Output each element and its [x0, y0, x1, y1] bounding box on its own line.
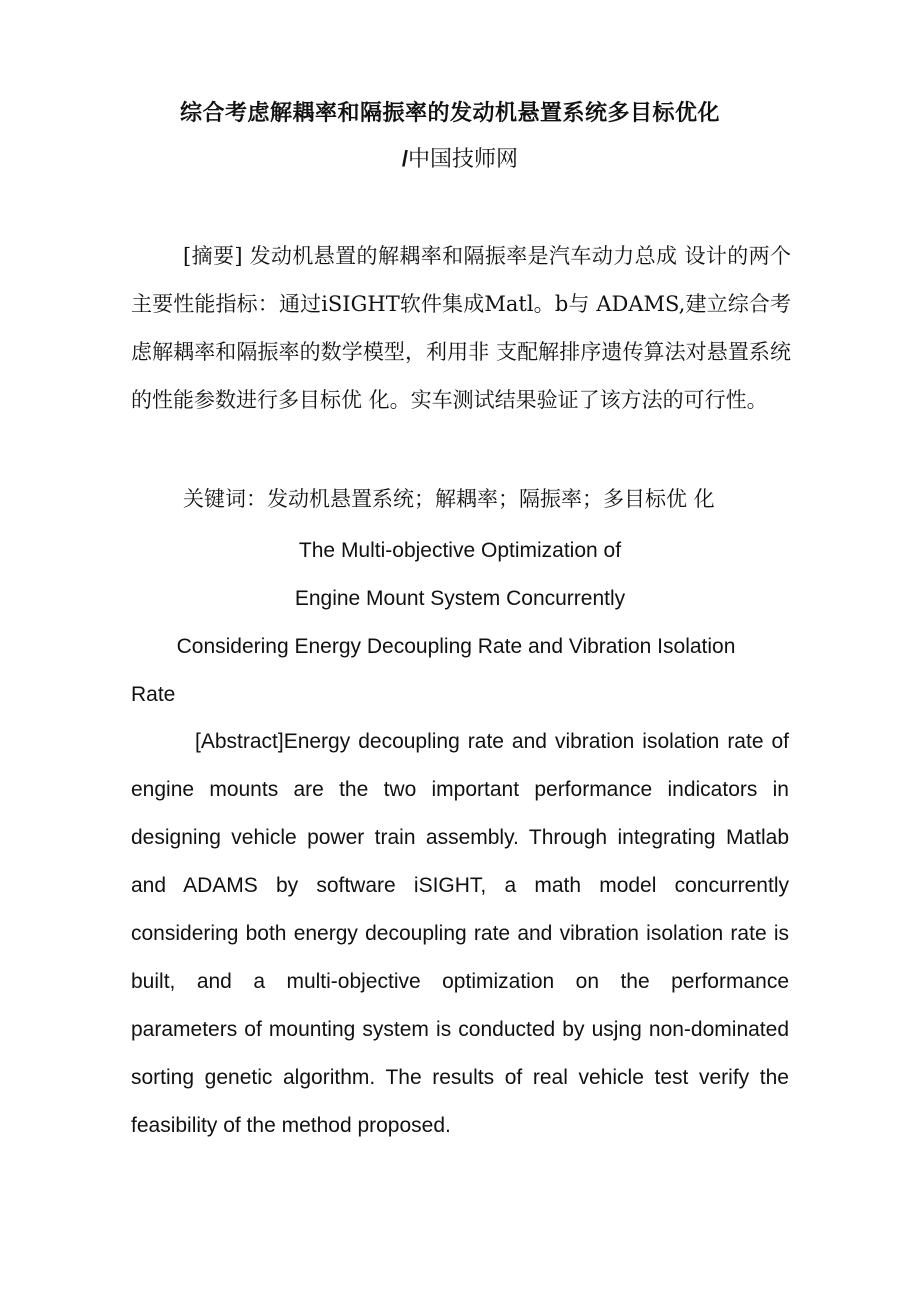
source-line [0, 142, 920, 176]
source-name: 中国技师网 [408, 146, 519, 171]
chinese-title: 综合考虑解耦率和隔振率的发动机悬置系统多目标优化 [179, 100, 720, 125]
english-title-line-2: Engine Mount System Concurrently [294, 587, 626, 610]
chinese-keywords: 关键词：发动机悬置系统；解耦率；隔振率；多目标优 化 [183, 487, 715, 511]
chinese-abstract: [摘要] 发动机悬置的解耦率和隔振率是汽车动力总成 设计的两个主要性能指标：通过iSIGHT软件集成Matl。b与 ADAMS,建立综合考虑解耦率和隔振率的数学模型，利用非 支配解排序遗传算法对悬置系统的性能参数进行多目标优 化。实车测试结果验证了该方法的可行性。 [131, 244, 791, 412]
english-title-line-1: The Multi-objective Optimization of [298, 539, 622, 562]
english-title-line-3: Considering Energy Decoupling Rate and Vibration Isolation [176, 635, 736, 658]
english-title-line-4: Rate [131, 683, 176, 706]
source-slash: / [401, 146, 409, 171]
english-abstract: [Abstract]Energy decoupling rate and vibration isolation rate of engine mounts are the two important performance indicators in designing vehicle power train assembly. Through integrating Matlab and ADAMS by software iSIGHT, a math model concurrently considering both energy decoupling rate and vibration isolation rate is built, and a multi-objective optimization on the performance parameters of mounting system is conducted by usjng non-dominated sorting genetic algorithm. The results of real vehicle test verify the feasibility of the method proposed. [131, 730, 789, 1137]
